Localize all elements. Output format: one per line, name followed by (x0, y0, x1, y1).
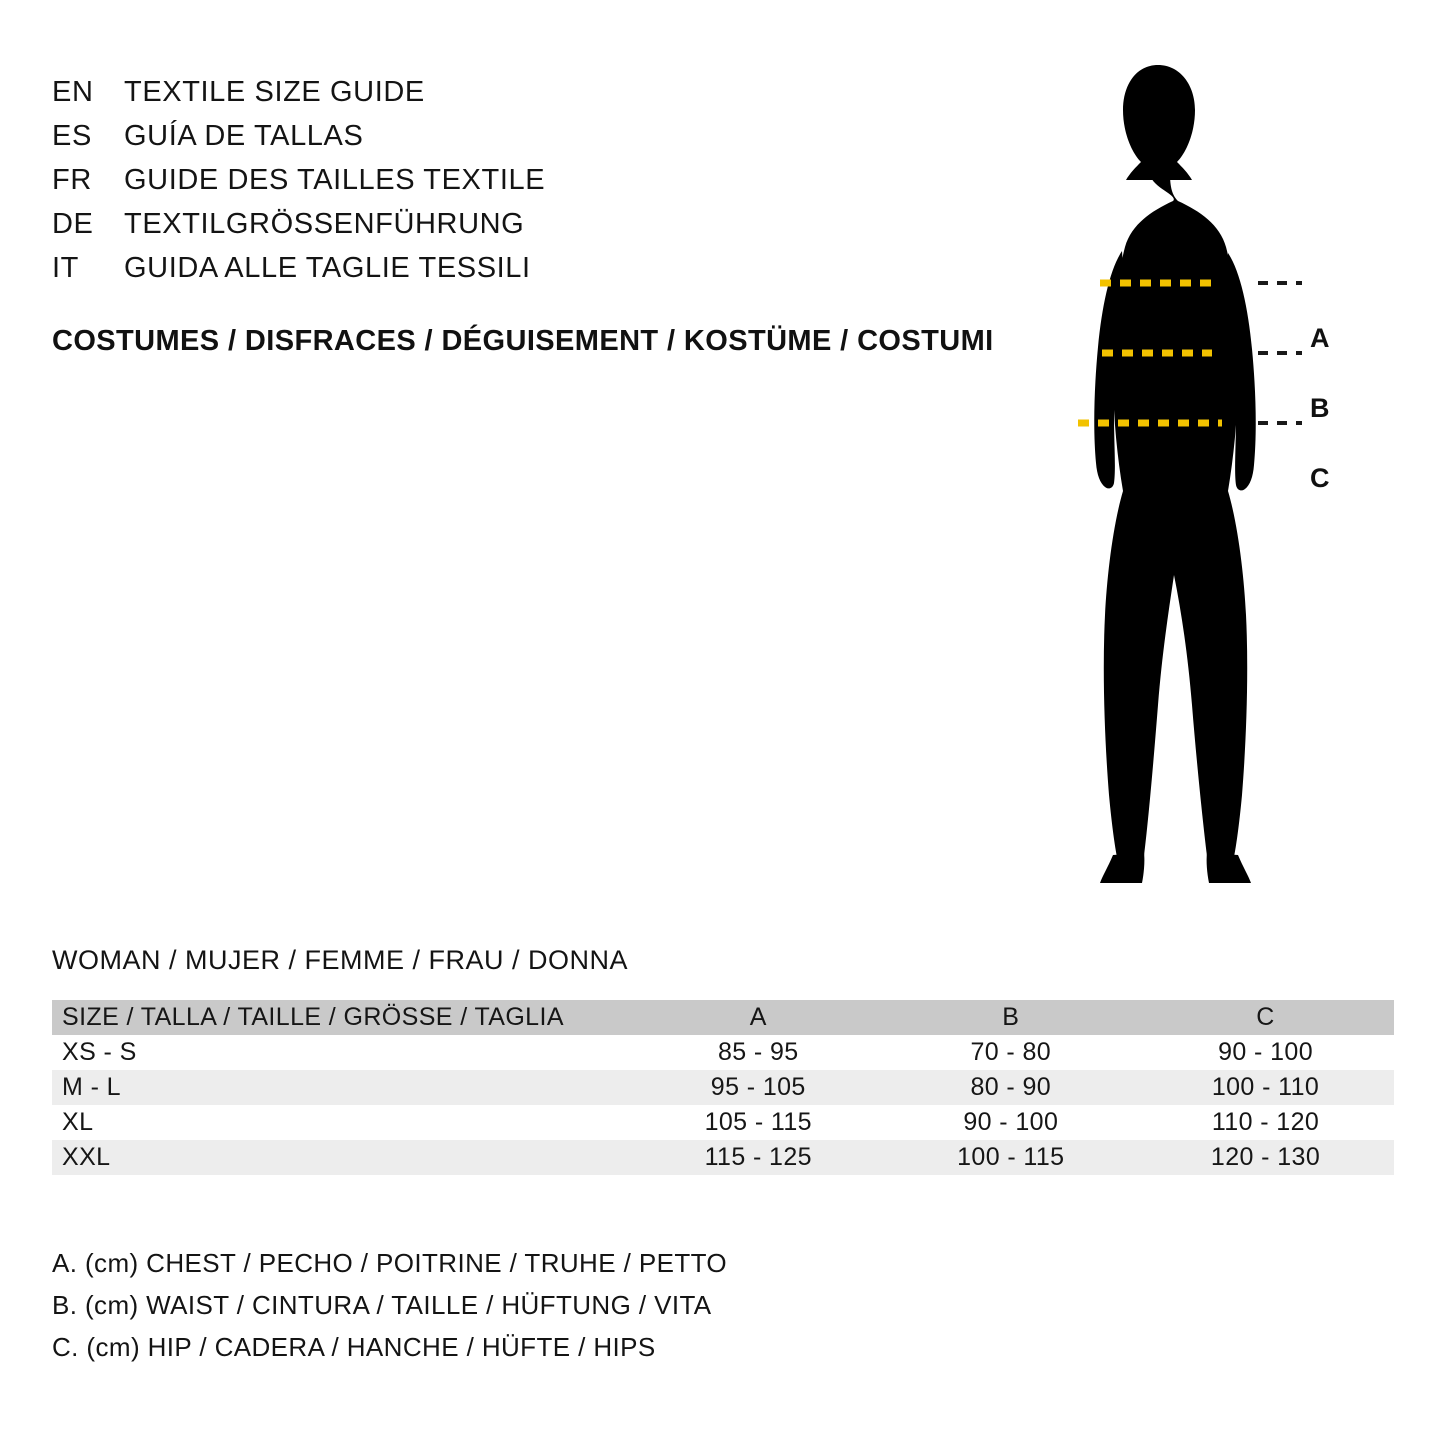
column-header-a: A (749, 1003, 767, 1031)
cell-c: 100 - 110 (1211, 1073, 1320, 1101)
language-code: ES (52, 120, 92, 152)
cell-b: 70 - 80 (970, 1038, 1052, 1066)
table-row (52, 1140, 1394, 1175)
legend-item-c: C. (cm) HIP / CADERA / HANCHE / HÜFTE / HIPS (52, 1332, 656, 1362)
table-row (52, 1035, 1394, 1070)
language-title: TEXTILGRÖSSENFÜHRUNG (124, 208, 525, 240)
column-header-size: SIZE / TALLA / TAILLE / GRÖSSE / TAGLIA (62, 1003, 564, 1031)
cell-a: 85 - 95 (717, 1038, 799, 1066)
cell-size: XXL (62, 1143, 111, 1171)
marker-label-a: A (1310, 323, 1330, 353)
cell-c: 90 - 100 (1218, 1038, 1313, 1066)
language-code: FR (52, 164, 92, 196)
language-title: GUÍA DE TALLAS (124, 120, 364, 152)
cell-a: 105 - 115 (704, 1108, 812, 1136)
woman-silhouette-icon (1010, 55, 1410, 885)
column-header-b: B (1002, 1003, 1020, 1031)
marker-label-b: B (1310, 393, 1330, 423)
legend-item-b: B. (cm) WAIST / CINTURA / TAILLE / HÜFTUNG / VITA (52, 1290, 712, 1320)
language-list (52, 70, 1002, 290)
cell-size: XL (62, 1108, 94, 1136)
language-row (52, 114, 1002, 158)
cell-b: 80 - 90 (970, 1073, 1052, 1101)
table-row (52, 1070, 1394, 1105)
size-table (52, 1000, 1394, 1175)
language-code: DE (52, 208, 94, 240)
table-title: WOMAN / MUJER / FEMME / FRAU / DONNA (52, 945, 628, 975)
cell-size: M - L (62, 1073, 121, 1101)
language-row (52, 70, 1002, 114)
cell-size: XS - S (62, 1038, 137, 1066)
table-header-row (52, 1000, 1394, 1035)
cell-c: 120 - 130 (1210, 1143, 1321, 1171)
category-heading: COSTUMES / DISFRACES / DÉGUISEMENT / KOSTÜME / COSTUMI (52, 325, 994, 357)
language-code: IT (52, 252, 79, 284)
marker-label-c: C (1310, 463, 1330, 493)
cell-b: 90 - 100 (963, 1108, 1059, 1136)
language-row (52, 158, 1002, 202)
cell-a: 95 - 105 (710, 1073, 806, 1101)
language-title: TEXTILE SIZE GUIDE (124, 76, 425, 108)
language-title: GUIDA ALLE TAGLIE TESSILI (124, 252, 531, 284)
figure-illustration (1010, 55, 1410, 885)
language-row (52, 202, 1002, 246)
language-code: EN (52, 76, 94, 108)
column-header-c: C (1256, 1003, 1275, 1031)
language-row (52, 246, 1002, 290)
language-title: GUIDE DES TAILLES TEXTILE (124, 164, 546, 196)
cell-b: 100 - 115 (957, 1143, 1065, 1171)
measurement-legend (52, 1242, 1052, 1368)
cell-c: 110 - 120 (1211, 1108, 1320, 1136)
cell-a: 115 - 125 (704, 1143, 812, 1171)
table-row (52, 1105, 1394, 1140)
legend-item-a: A. (cm) CHEST / PECHO / POITRINE / TRUHE / PETTO (52, 1248, 728, 1278)
